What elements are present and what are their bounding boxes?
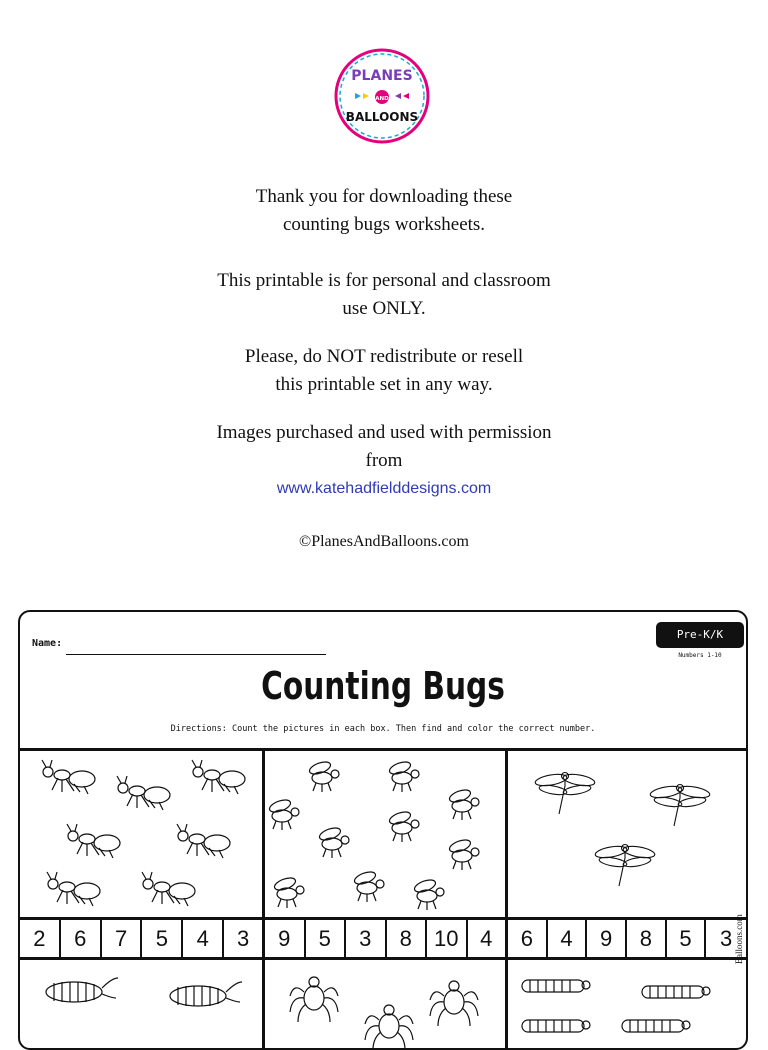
fly-icon	[273, 876, 304, 908]
ant-icon	[177, 824, 230, 858]
numbers-range: Numbers 1-10	[678, 652, 722, 659]
fly-icon	[318, 826, 349, 858]
caterpillar-group	[508, 960, 744, 1040]
fly-icon	[448, 838, 479, 870]
fly-group	[265, 748, 505, 918]
designer-link[interactable]: www.katehadfielddesigns.com	[276, 480, 492, 497]
number-choice[interactable]: 5	[306, 920, 347, 957]
fly-icon	[448, 788, 479, 820]
pill-bug-icon	[170, 982, 242, 1006]
level-badge: Pre-K/K	[656, 622, 744, 648]
number-choice[interactable]: 4	[468, 920, 509, 957]
dragonfly-box	[508, 748, 746, 920]
number-choice[interactable]: 2	[20, 920, 61, 957]
permission-line-2: from	[365, 450, 403, 471]
name-label: Name:	[32, 638, 63, 649]
ant-group	[20, 748, 262, 918]
number-choice[interactable]: 7	[102, 920, 143, 957]
number-choice[interactable]: 8	[627, 920, 667, 957]
number-choice[interactable]: 4	[183, 920, 224, 957]
fly-icon	[413, 878, 444, 910]
fly-box	[265, 748, 508, 920]
svg-text:AND: AND	[375, 96, 389, 102]
spider-icon	[290, 977, 338, 1022]
spider-box	[265, 960, 508, 1050]
copyright-text: ©PlanesAndBalloons.com	[299, 533, 469, 550]
number-choice[interactable]: 5	[667, 920, 707, 957]
ant-box	[20, 748, 265, 920]
fly-icon	[308, 760, 339, 792]
number-choices-row	[20, 920, 746, 960]
number-choice[interactable]: 9	[265, 920, 306, 957]
pill-bug-icon	[46, 978, 118, 1002]
ant-icon	[142, 872, 195, 906]
number-choice[interactable]: 8	[387, 920, 428, 957]
thank-you-line-1: Thank you for downloading these	[255, 186, 513, 207]
directions-text: Directions: Count the pictures in each box. Then find and color the correct number.	[170, 724, 596, 734]
dragonfly-icon	[649, 784, 710, 826]
number-choice[interactable]: 5	[143, 920, 184, 957]
usage-paragraph	[84, 267, 684, 323]
worksheet-page	[18, 610, 748, 1050]
caterpillar-icon	[522, 1020, 590, 1032]
planes-and-balloons-logo	[333, 47, 431, 145]
spider-icon	[430, 981, 478, 1026]
number-choice[interactable]: 6	[61, 920, 102, 957]
number-choice[interactable]: 4	[548, 920, 588, 957]
number-choice[interactable]: 9	[587, 920, 627, 957]
ant-icon	[42, 760, 95, 794]
redistribute-line-1: Please, do NOT redistribute or resell	[244, 346, 524, 367]
dragonfly-group	[508, 748, 744, 918]
spider-icon	[365, 1005, 413, 1050]
fly-icon	[353, 870, 384, 902]
redistribute-line-2: this printable set in any way.	[275, 374, 493, 395]
side-copyright-text: Balloons.com	[734, 914, 744, 964]
worksheet-header	[20, 612, 746, 751]
number-choice[interactable]: 3	[224, 920, 265, 957]
usage-line-2: use ONLY.	[342, 298, 426, 319]
ant-icon	[192, 760, 245, 794]
fly-icon	[268, 798, 299, 830]
number-choice[interactable]: 10	[427, 920, 468, 957]
dragonfly-icon	[534, 772, 595, 814]
svg-text:PLANES: PLANES	[351, 68, 413, 84]
worksheet-title: Counting Bugs	[261, 664, 505, 708]
fly-icon	[388, 810, 419, 842]
usage-line-1: This printable is for personal and classroom	[217, 270, 551, 291]
ant-icon	[117, 776, 170, 810]
name-line	[66, 654, 326, 655]
spider-group	[265, 960, 505, 1040]
ant-icon	[47, 872, 100, 906]
redistribute-paragraph	[84, 343, 684, 399]
number-choice[interactable]: 6	[508, 920, 548, 957]
permission-paragraph	[84, 419, 684, 503]
permission-line-1: Images purchased and used with permission	[216, 422, 552, 443]
number-choice[interactable]: 3	[720, 926, 733, 951]
thank-you-paragraph	[84, 183, 684, 239]
dragonfly-icon	[594, 844, 655, 886]
fly-icon	[388, 760, 419, 792]
caterpillar-icon	[622, 1020, 690, 1032]
svg-text:BALLOONS: BALLOONS	[345, 110, 419, 124]
pill-bug-group	[20, 960, 262, 1040]
pill-bug-box	[20, 960, 265, 1050]
caterpillar-box	[508, 960, 746, 1050]
ant-icon	[67, 824, 120, 858]
caterpillar-icon	[642, 986, 710, 998]
number-choice[interactable]: 3	[346, 920, 387, 957]
thank-you-line-2: counting bugs worksheets.	[282, 214, 486, 235]
caterpillar-icon	[522, 980, 590, 992]
